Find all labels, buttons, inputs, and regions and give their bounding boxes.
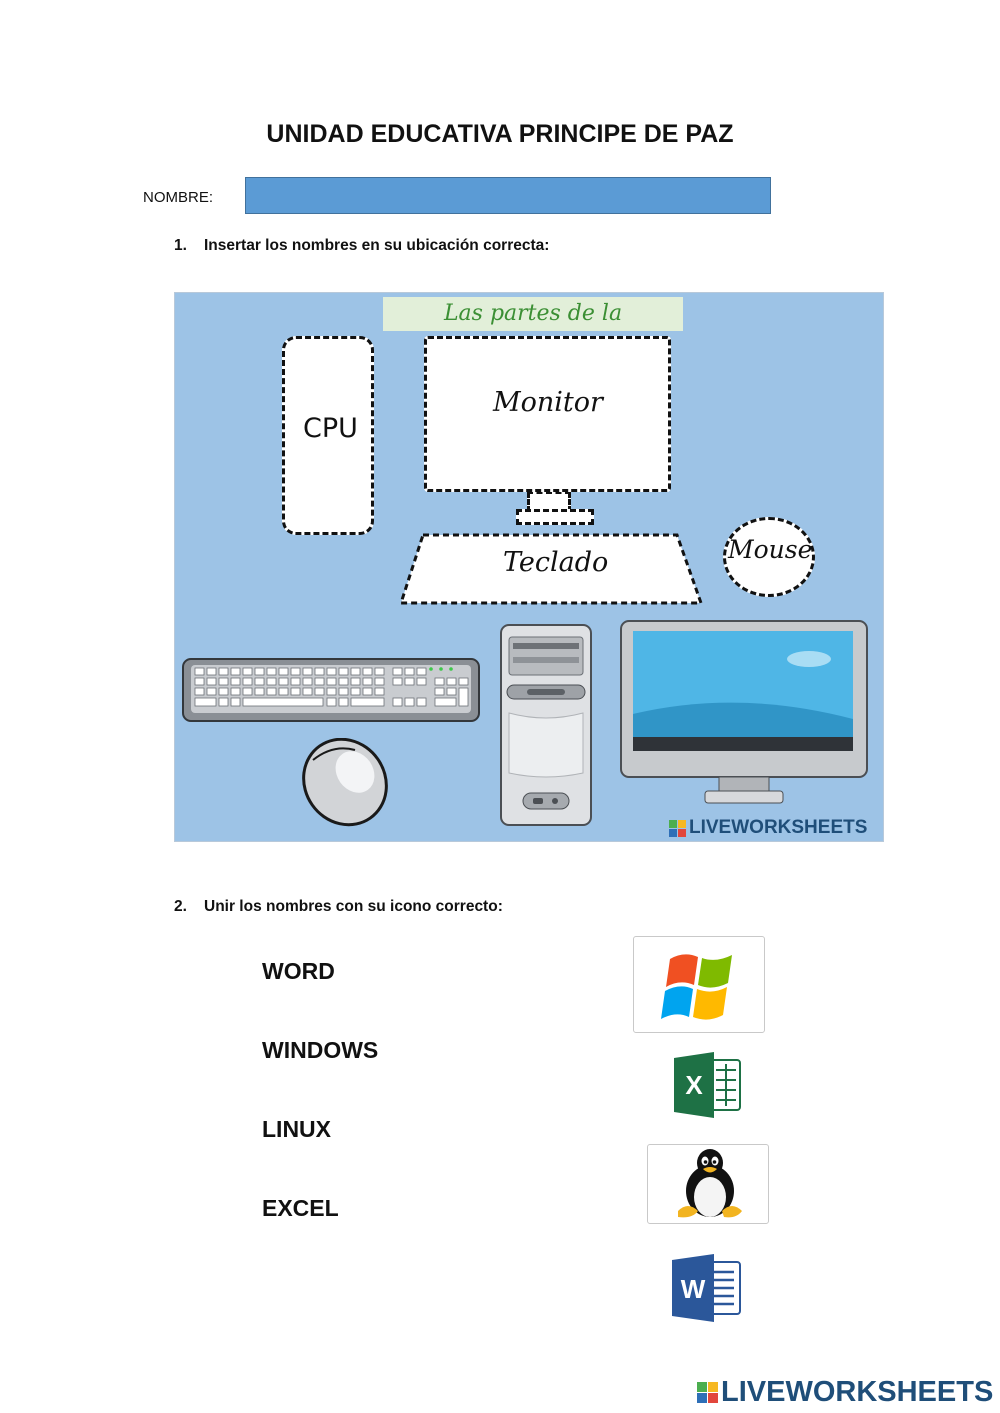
computer-parts-figure [174, 292, 884, 842]
word-logo-icon [670, 1252, 744, 1324]
svg-text:X: X [685, 1070, 703, 1100]
figure-title: Las partes de la [383, 297, 683, 331]
excel-logo-icon [672, 1050, 744, 1120]
mouse-slot-label: Mouse [728, 535, 813, 564]
match-word-linux[interactable]: LINUX [262, 1116, 331, 1142]
monitor-base-outline [516, 509, 594, 525]
footer-watermark [697, 1376, 993, 1409]
monitor-picture [619, 619, 869, 809]
keyboard-slot-label: Teclado [503, 547, 609, 578]
match-word-excel[interactable]: EXCEL [262, 1195, 339, 1221]
question-1-number: 1. [174, 237, 187, 254]
linux-icon-box[interactable] [647, 1144, 769, 1224]
mouse-picture [299, 738, 395, 830]
svg-text:W: W [680, 1274, 706, 1304]
match-word-windows[interactable]: WINDOWS [262, 1037, 379, 1063]
monitor-slot-label: Monitor [493, 387, 603, 418]
footer-watermark-text: LIVEWORKSHEETS [721, 1376, 994, 1408]
liveworksheets-logo-icon [697, 1382, 718, 1403]
figure-watermark [669, 817, 867, 839]
question-2 [174, 898, 503, 916]
excel-icon-box[interactable] [672, 1050, 744, 1125]
cpu-slot-label: CPU [303, 413, 358, 444]
keyboard-picture [181, 655, 483, 727]
question-1 [174, 237, 549, 255]
name-label: NOMBRE: [143, 189, 214, 206]
cpu-tower-picture [499, 623, 593, 827]
match-word-word[interactable]: WORD [262, 958, 335, 984]
windows-icon-box[interactable] [633, 936, 765, 1033]
page-title: UNIDAD EDUCATIVA PRINCIPE DE PAZ [266, 120, 734, 148]
liveworksheets-logo-icon [669, 820, 686, 837]
name-input[interactable] [245, 177, 771, 214]
word-icon-box[interactable] [670, 1252, 744, 1329]
linux-tux-icon [648, 1145, 768, 1223]
windows-logo-icon [634, 937, 764, 1032]
question-2-text: Unir los nombres con su icono correcto: [204, 898, 503, 915]
figure-watermark-text: LIVEWORKSHEETS [689, 817, 868, 838]
question-1-text: Insertar los nombres en su ubicación correcta: [204, 237, 550, 254]
question-2-number: 2. [174, 898, 187, 915]
